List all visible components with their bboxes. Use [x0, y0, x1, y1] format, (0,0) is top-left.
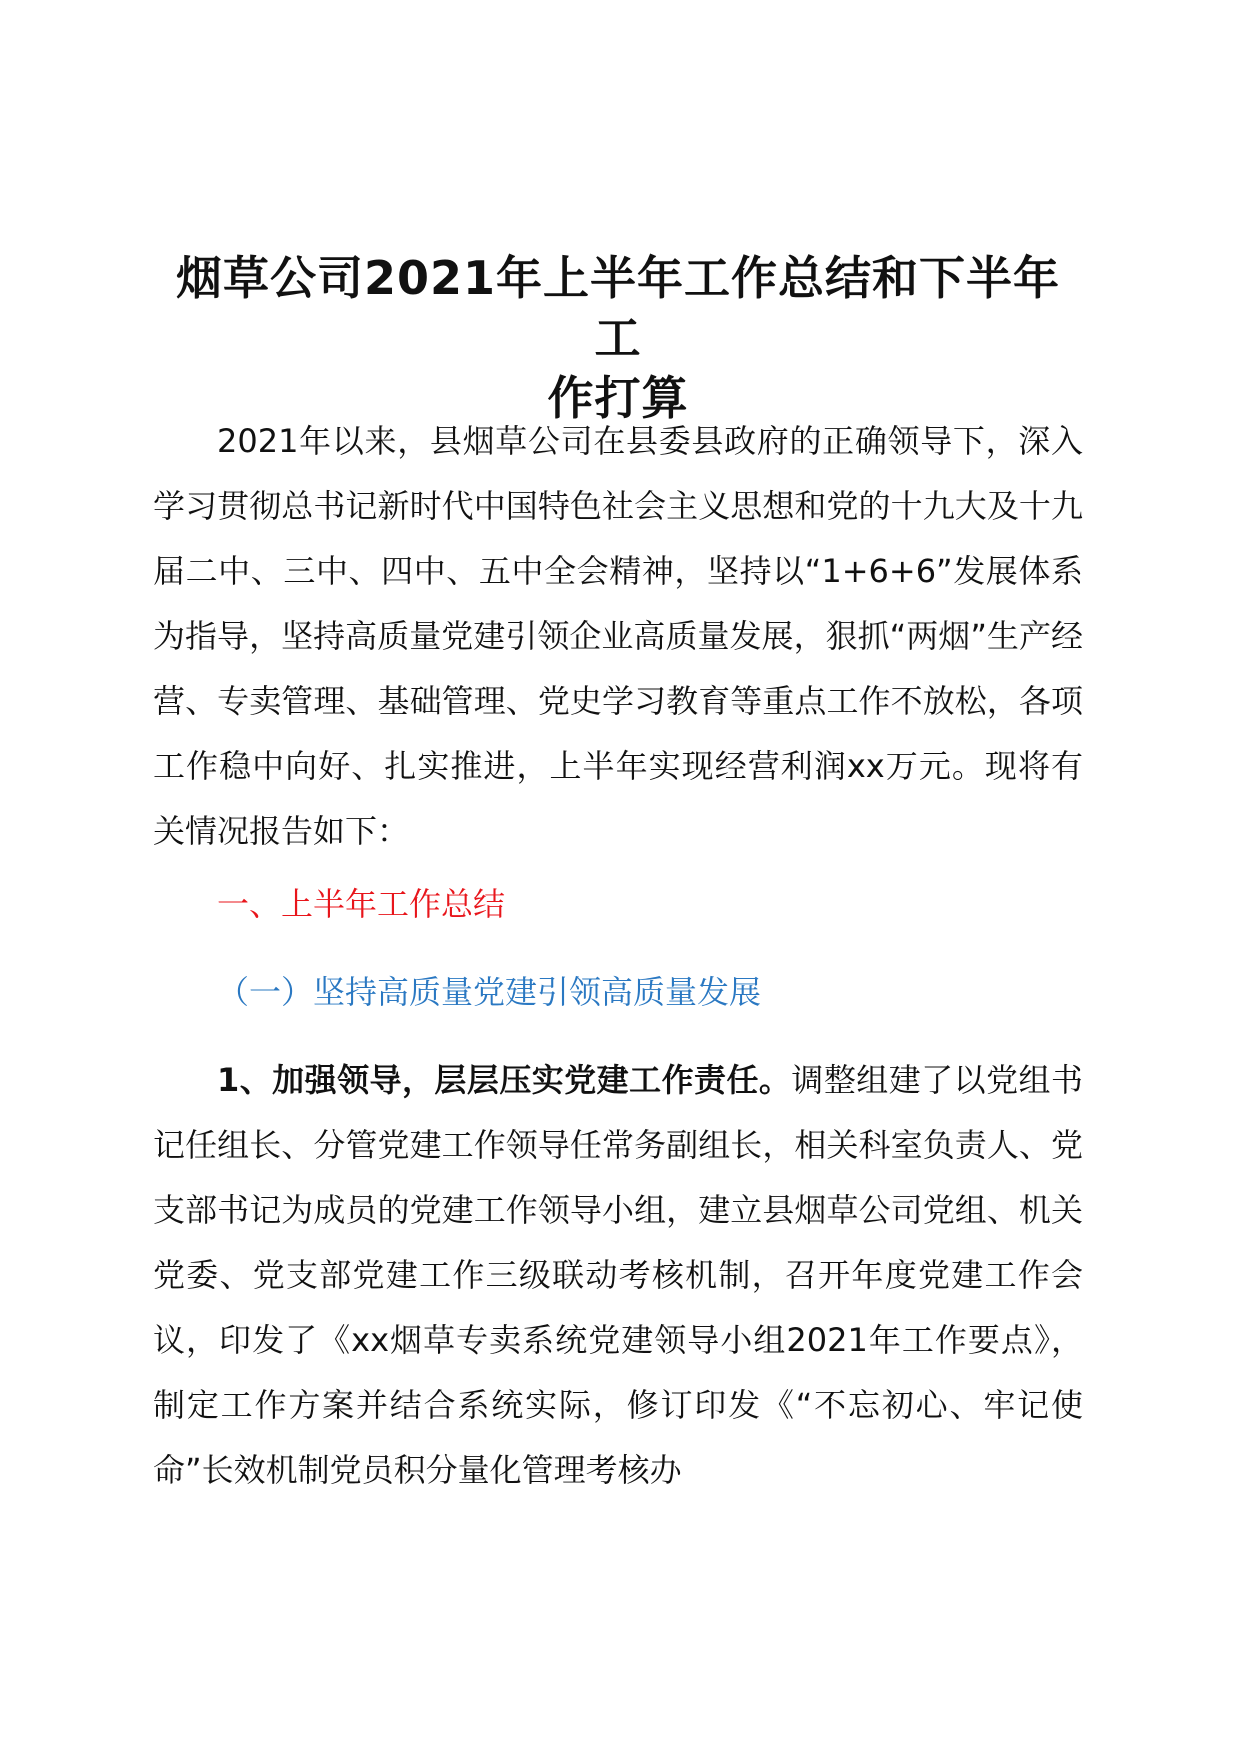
subsection-heading: （一）坚持高质量党建引领高质量发展 — [217, 973, 762, 1011]
document-title-line2: 作打算 — [547, 371, 689, 425]
item-lead: 1、加强领导，层层压实党建工作责任。 — [217, 1061, 792, 1099]
section-heading: 一、上半年工作总结 — [217, 885, 506, 923]
intro-paragraph: 2021年以来，县烟草公司在县委县政府的正确领导下，深入学习贯彻总书记新时代中国特色社会主义思想和党的十九大及十九届二中、三中、四中、五中全会精神，坚持以“1+6+6”发展体系为指导，坚持高质量党建引领企业高质量发展，狠抓“两烟”生产经营、专卖管理、基础管理、党史学习教育等重点工作不放松，各项工作稳中向好、扎实推进，上半年实现经营利润xx万元。现将有关情况报告如下： — [153, 422, 1083, 850]
item-body: 调整组建了以党组书记任组长、分管党建工作领导任常务副组长，相关科室负责人、党支部书记为成员的党建工作领导小组，建立县烟草公司党组、机关党委、党支部党建工作三级联动考核机制，召开年度党建工作会议，印发了《xx烟草专卖系统党建领导小组2021年工作要点》，制定工作方案并结合系统实际，修订印发《“不忘初心、牢记使命”长效机制党员积分量化管理考核办 — [153, 1061, 1083, 1489]
document-title — [153, 248, 1083, 428]
document-title-line1: 烟草公司2021年上半年工作总结和下半年工 — [175, 251, 1061, 365]
item-paragraph — [153, 1048, 1083, 1503]
